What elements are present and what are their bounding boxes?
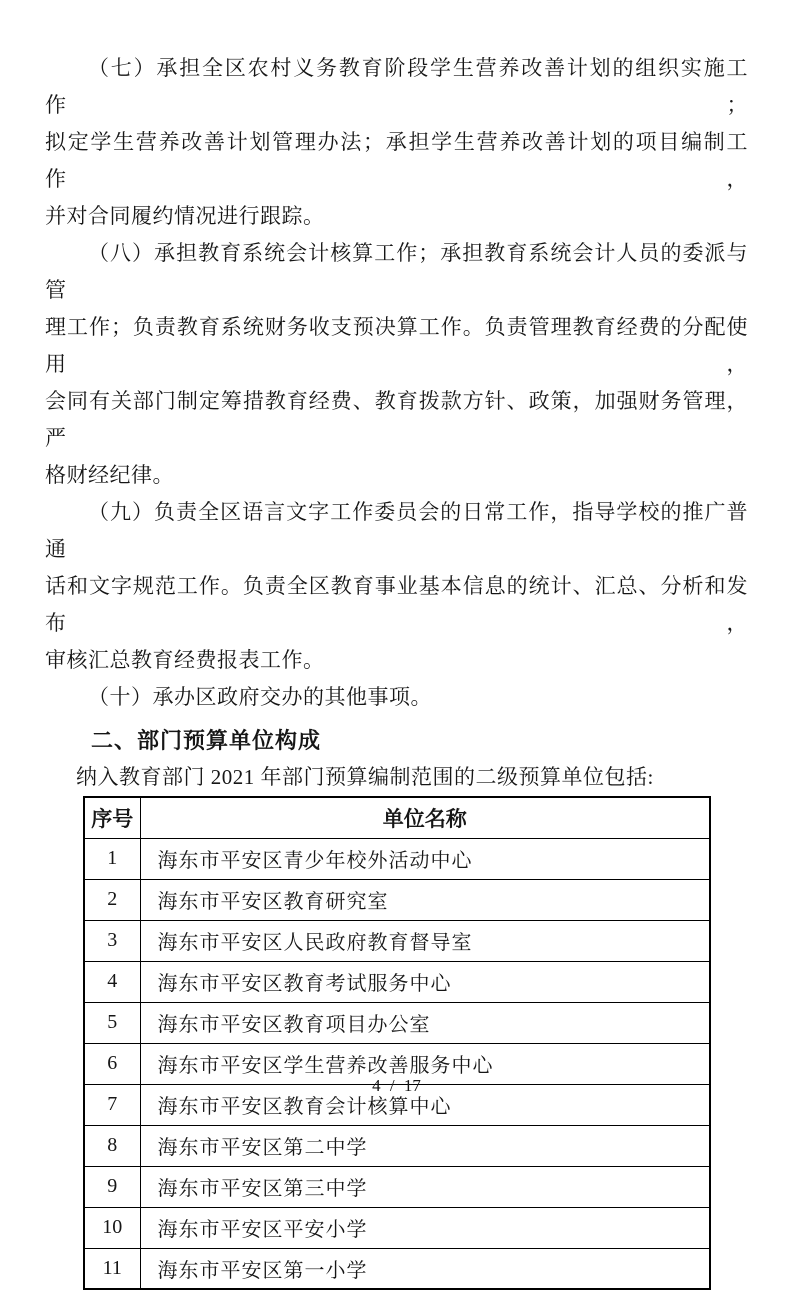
intro-line: 纳入教育部门 2021 年部门预算编制范围的二级预算单位包括: <box>76 765 654 789</box>
budget-units-table <box>83 796 711 1290</box>
unit-name-cell: 海东市平安区教育研究室 <box>140 879 710 920</box>
row-number-cell: 11 <box>84 1248 140 1289</box>
paragraph-line: （九）负责全区语言文字工作委员会的日常工作，指导学校的推广普通 <box>45 500 748 561</box>
unit-name-cell: 海东市平安区第二中学 <box>140 1125 710 1166</box>
unit-name-cell: 海东市平安区平安小学 <box>140 1207 710 1248</box>
row-number-cell: 9 <box>84 1166 140 1207</box>
paragraph-line: （八）承担教育系统会计核算工作；承担教育系统会计人员的委派与管 <box>45 241 748 302</box>
table-row <box>84 961 710 1002</box>
paragraph-line: 拟定学生营养改善计划管理办法；承担学生营养改善计划的项目编制工作， <box>45 130 748 191</box>
unit-name-cell: 海东市平安区教育会计核算中心 <box>140 1084 710 1125</box>
unit-name-cell: 海东市平安区教育项目办公室 <box>140 1002 710 1043</box>
paragraph-line: 审核汇总教育经费报表工作。 <box>45 648 325 672</box>
paragraph-line: （十）承办区政府交办的其他事项。 <box>88 685 432 709</box>
unit-name-cell: 海东市平安区青少年校外活动中心 <box>140 838 710 879</box>
table-row <box>84 1002 710 1043</box>
paragraph-line: 话和文字规范工作。负责全区教育事业基本信息的统计、汇总、分析和发布， <box>45 574 748 635</box>
paragraph-line: 并对合同履约情况进行跟踪。 <box>45 204 325 228</box>
row-number-cell: 10 <box>84 1207 140 1248</box>
unit-name-cell: 海东市平安区第三中学 <box>140 1166 710 1207</box>
paragraph-line: （七）承担全区农村义务教育阶段学生营养改善计划的组织实施工作； <box>45 56 748 117</box>
unit-name-cell: 海东市平安区学生营养改善服务中心 <box>140 1043 710 1084</box>
table-row <box>84 1166 710 1207</box>
paragraph-line: 格财经纪律。 <box>45 463 174 487</box>
row-number-cell: 4 <box>84 961 140 1002</box>
table-row <box>84 920 710 961</box>
section-heading: 二、部门预算单位构成 <box>91 728 322 753</box>
row-number-cell: 3 <box>84 920 140 961</box>
row-number-cell: 1 <box>84 838 140 879</box>
table-header-row <box>84 797 710 838</box>
header-cell-index: 序号 <box>84 797 140 838</box>
header-cell-name: 单位名称 <box>140 797 710 838</box>
row-number-cell: 5 <box>84 1002 140 1043</box>
page-number: 4 / 17 <box>372 1076 421 1095</box>
table-row <box>84 1125 710 1166</box>
row-number-cell: 8 <box>84 1125 140 1166</box>
paragraph-line: 会同有关部门制定筹措教育经费、教育拨款方针、政策，加强财务管理，严 <box>45 389 748 450</box>
table-row <box>84 838 710 879</box>
unit-name-cell: 海东市平安区第一小学 <box>140 1248 710 1289</box>
table-row <box>84 879 710 920</box>
table-row <box>84 1207 710 1248</box>
row-number-cell: 6 <box>84 1043 140 1084</box>
row-number-cell: 7 <box>84 1084 140 1125</box>
unit-name-cell: 海东市平安区教育考试服务中心 <box>140 961 710 1002</box>
unit-name-cell: 海东市平安区人民政府教育督导室 <box>140 920 710 961</box>
page-content <box>45 50 748 1290</box>
paragraph-line: 理工作；负责教育系统财务收支预决算工作。负责管理教育经费的分配使用， <box>45 315 748 376</box>
table-row <box>84 1248 710 1289</box>
row-number-cell: 2 <box>84 879 140 920</box>
